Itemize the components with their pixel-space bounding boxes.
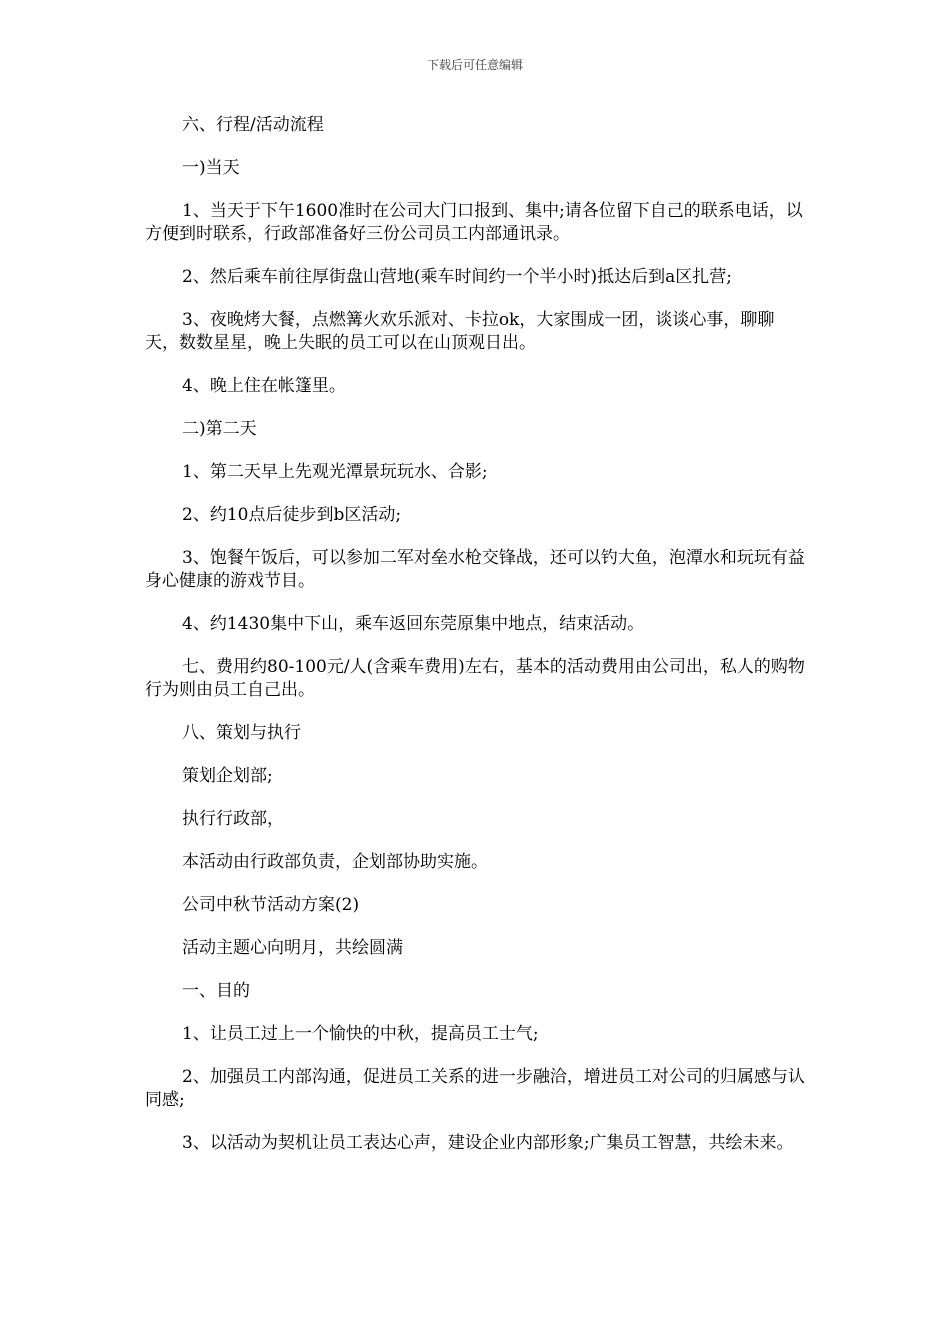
subsection-heading: 二)第二天 — [182, 419, 257, 439]
paragraph: 1、当天于下午1600准时在公司大门口报到、集中;请各位留下自己的联系电话，以方便到时联系，行政部准备好三份公司员工内部通讯录。 — [145, 201, 803, 244]
paragraph: 2、加强员工内部沟通，促进员工关系的进一步融洽，增进员工对公司的归属感与认同感; — [145, 1067, 805, 1110]
paragraph: 七、费用约80-100元/人(含乘车费用)左右，基本的活动费用由公司出，私人的购物行为则由员工自己出。 — [145, 657, 805, 700]
paragraph: 1、第二天早上先观光潭景玩玩水、合影; — [182, 462, 488, 482]
paragraph: 4、晚上住在帐篷里。 — [182, 376, 346, 396]
page-header: 下载后可任意编辑 — [426, 58, 523, 72]
paragraph: 3、夜晚烤大餐，点燃篝火欢乐派对、卡拉ok，大家围成一团，谈谈心事，聊聊天，数数星星，晚上失眠的员工可以在山顶观日出。 — [145, 310, 775, 353]
document-body — [145, 114, 807, 1175]
paragraph: 2、然后乘车前往厚街盘山营地(乘车时间约一个半小时)抵达后到a区扎营; — [182, 267, 732, 287]
paragraph: 1、让员工过上一个愉快的中秋，提高员工士气; — [182, 1024, 539, 1044]
section-heading: 六、行程/活动流程 — [182, 115, 324, 135]
section-heading: 一、目的 — [182, 981, 250, 1001]
subsection-heading: 一)当天 — [182, 158, 240, 178]
document-title: 公司中秋节活动方案(2) — [182, 895, 360, 915]
paragraph: 策划企划部; — [182, 766, 273, 786]
paragraph: 本活动由行政部负责，企划部协助实施。 — [182, 852, 488, 872]
paragraph: 2、约10点后徒步到b区活动; — [182, 505, 402, 525]
paragraph: 3、以活动为契机让员工表达心声，建设企业内部形象;广集员工智慧，共绘未来。 — [182, 1133, 794, 1153]
activity-theme: 活动主题心向明月，共绘圆满 — [182, 938, 403, 958]
paragraph: 4、约1430集中下山，乘车返回东莞原集中地点，结束活动。 — [182, 614, 645, 634]
paragraph: 3、饱餐午饭后，可以参加二军对垒水枪交锋战，还可以钓大鱼，泡潭水和玩玩有益身心健康的游戏节目。 — [145, 548, 805, 591]
section-heading: 八、策划与执行 — [182, 723, 301, 743]
paragraph: 执行行政部， — [182, 809, 284, 829]
